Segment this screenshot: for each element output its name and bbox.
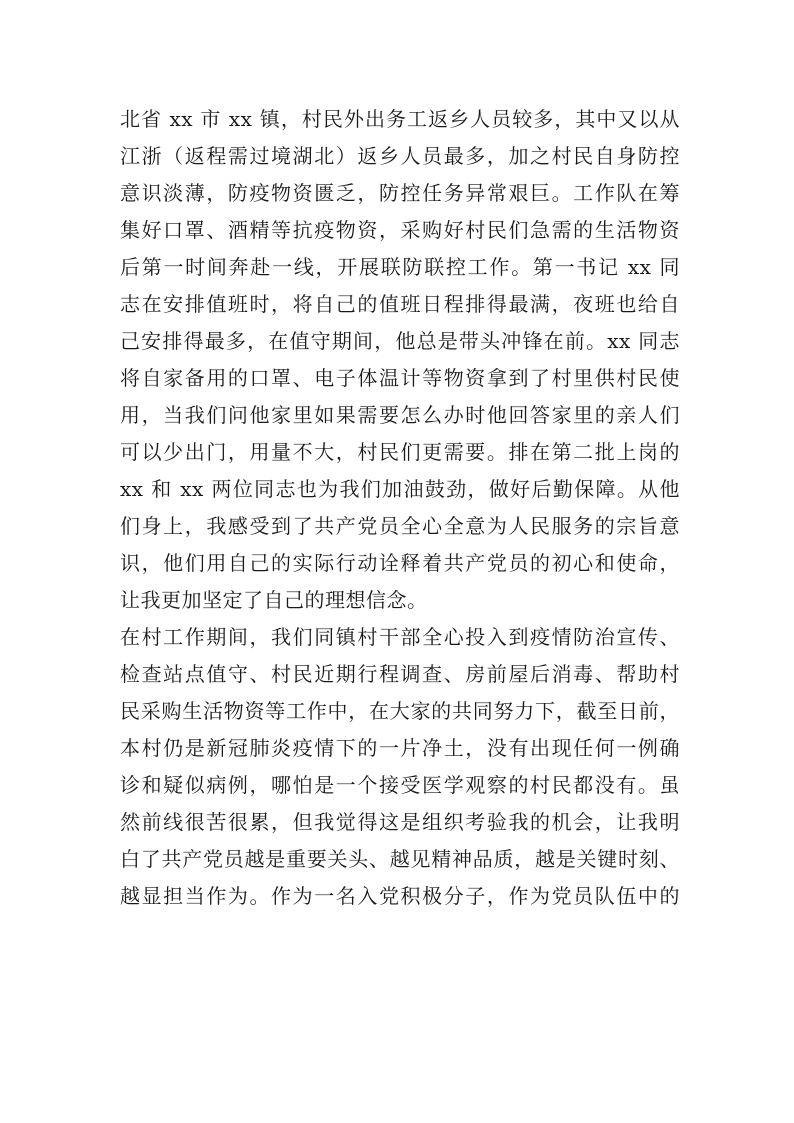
text-line: 北省 xx 市 xx 镇，村民外出务工返乡人员较多，其中又以从 (120, 107, 680, 131)
text-line: 识，他们用自己的实际行动诠释着共产党员的初心和使命， (120, 551, 680, 575)
paragraph-1 (120, 101, 680, 619)
document-body (120, 101, 680, 915)
text-line: 志在安排值班时，将自己的值班日程排得最满，夜班也给自 (120, 292, 680, 316)
text-line: 在村工作期间，我们同镇村干部全心投入到疫情防治宣传、 (120, 625, 680, 649)
text-line: 将自家备用的口罩、电子体温计等物资拿到了村里供村民使 (120, 366, 680, 390)
text-line: 可以少出门，用量不大，村民们更需要。排在第二批上岗的 (120, 440, 680, 464)
paragraph-2 (120, 619, 680, 915)
text-line: 后第一时间奔赴一线，开展联防联控工作。第一书记 xx 同 (120, 255, 680, 279)
text-line: 己安排得最多，在值守期间，他总是带头冲锋在前。xx 同志 (120, 329, 680, 353)
text-line: 让我更加坚定了自己的理想信念。 (120, 588, 428, 612)
text-line: 然前线很苦很累，但我觉得这是组织考验我的机会，让我明 (120, 810, 680, 834)
text-line: 白了共产党员越是重要关头、越见精神品质，越是关键时刻、 (120, 847, 680, 871)
text-line: 本村仍是新冠肺炎疫情下的一片净土，没有出现任何一例确 (120, 736, 680, 760)
text-line: 诊和疑似病例，哪怕是一个接受医学观察的村民都没有。虽 (120, 773, 680, 797)
text-line: 用，当我们问他家里如果需要怎么办时他回答家里的亲人们 (120, 403, 680, 427)
text-line: 意识淡薄，防疫物资匮乏，防控任务异常艰巨。工作队在筹 (120, 181, 680, 205)
text-line: 越显担当作为。作为一名入党积极分子，作为党员队伍中的 (120, 884, 680, 908)
text-line: 检查站点值守、村民近期行程调查、房前屋后消毒、帮助村 (120, 662, 680, 686)
text-line: 集好口罩、酒精等抗疫物资，采购好村民们急需的生活物资 (120, 218, 680, 242)
text-line: 民采购生活物资等工作中，在大家的共同努力下，截至日前， (120, 699, 680, 723)
text-line: 江浙（返程需过境湖北）返乡人员最多，加之村民自身防控 (120, 144, 680, 168)
text-line: xx 和 xx 两位同志也为我们加油鼓劲，做好后勤保障。从他 (120, 477, 680, 501)
text-line: 们身上，我感受到了共产党员全心全意为人民服务的宗旨意 (120, 514, 680, 538)
